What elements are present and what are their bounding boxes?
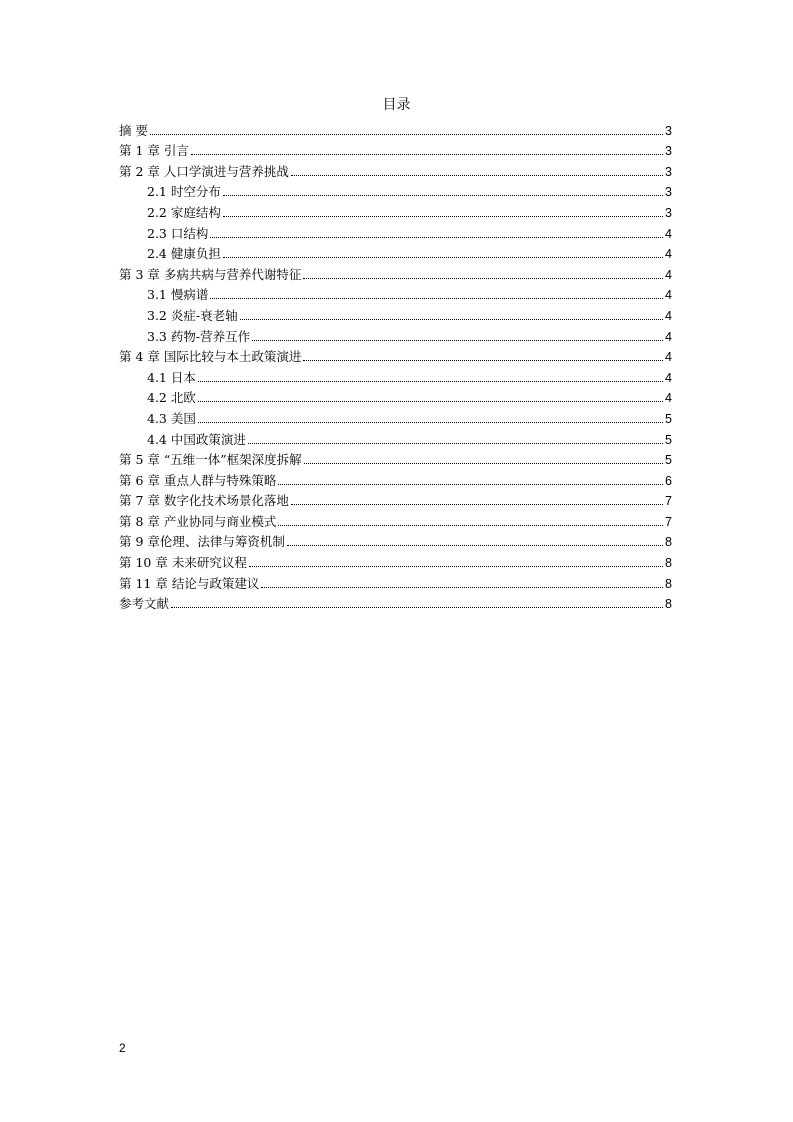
toc-dot-leader (291, 174, 663, 176)
toc-entry[interactable] (119, 386, 672, 407)
toc-entry-page: 4 (665, 288, 672, 303)
toc-entry-page: 3 (665, 185, 672, 200)
toc-entry[interactable] (119, 159, 672, 180)
toc-dot-leader (278, 524, 663, 526)
toc-entry-page: 8 (665, 597, 672, 612)
toc-entry-page: 8 (665, 535, 672, 550)
toc-entry-label: 2.2 家庭结构 (147, 204, 221, 220)
toc-entry[interactable] (119, 550, 672, 571)
toc-entry-label: 第 5 章 “五维一体”框架深度拆解 (119, 452, 302, 468)
toc-dot-leader (210, 297, 663, 299)
toc-dot-leader (287, 544, 663, 546)
toc-dot-leader (198, 380, 663, 382)
toc-entry-label: 4.1 日本 (147, 369, 196, 385)
toc-entry-label: 第 1 章 引言 (119, 143, 189, 159)
toc-entry[interactable] (119, 303, 672, 324)
toc-entry-label: 3.2 炎症-衰老轴 (147, 307, 238, 323)
toc-entry-label: 参考文献 (119, 596, 170, 612)
toc-dot-leader (248, 442, 663, 444)
toc-entry-label: 4.2 北欧 (147, 390, 196, 406)
toc-entry-page: 4 (665, 329, 672, 344)
toc-entry-label: 3.3 药物-营养互作 (147, 328, 251, 344)
toc-dot-leader (210, 236, 663, 238)
toc-dot-leader (223, 215, 663, 217)
toc-dot-leader (223, 194, 663, 196)
toc-entry[interactable] (119, 406, 672, 427)
toc-dot-leader (261, 586, 663, 588)
toc-entry[interactable] (119, 592, 672, 613)
toc-entry-page: 4 (665, 350, 672, 365)
toc-entry-page: 3 (665, 164, 672, 179)
toc-dot-leader (240, 318, 663, 320)
toc-entry-label: 第 11 章 结论与政策建议 (119, 575, 260, 591)
toc-dot-leader (223, 256, 663, 258)
toc-dot-leader (198, 421, 663, 423)
toc-entry[interactable] (119, 571, 672, 592)
toc-dot-leader (303, 359, 663, 361)
toc-entry[interactable] (119, 530, 672, 551)
toc-entry-label: 第 10 章 未来研究议程 (119, 555, 247, 571)
toc-entry[interactable] (119, 262, 672, 283)
toc-entry-page: 3 (665, 205, 672, 220)
toc-entry-page: 3 (665, 144, 672, 159)
toc-entry-label: 2.1 时空分布 (147, 184, 221, 200)
toc-entry-page: 4 (665, 267, 672, 282)
toc-entry-page: 4 (665, 391, 672, 406)
toc-dot-leader (303, 277, 663, 279)
toc-entry[interactable] (119, 489, 672, 510)
toc-entry[interactable] (119, 283, 672, 304)
toc-entry-page: 5 (665, 432, 672, 447)
toc-dot-leader (278, 483, 663, 485)
toc-entry-page: 5 (665, 411, 672, 426)
toc-entry-page: 3 (665, 123, 672, 138)
toc-entry-page: 5 (665, 453, 672, 468)
toc-entry[interactable] (119, 448, 672, 469)
toc-entry-page: 6 (665, 473, 672, 488)
toc-dot-leader (291, 503, 663, 505)
toc-dot-leader (171, 606, 663, 608)
toc-entry-label: 3.1 慢病谱 (147, 287, 209, 303)
toc-entry[interactable] (119, 345, 672, 366)
toc-title: 目录 (382, 97, 411, 113)
toc-entry-page: 7 (665, 514, 672, 529)
toc-entry-page: 4 (665, 308, 672, 323)
toc-entry-page: 8 (665, 576, 672, 591)
toc-entry[interactable] (119, 365, 672, 386)
toc-entry[interactable] (119, 221, 672, 242)
table-of-contents (119, 118, 672, 612)
toc-entry-page: 7 (665, 494, 672, 509)
toc-entry-label: 4.4 中国政策演进 (147, 431, 246, 447)
toc-entry-label: 4.3 美国 (147, 410, 196, 426)
toc-entry[interactable] (119, 200, 672, 221)
toc-entry[interactable] (119, 324, 672, 345)
toc-entry[interactable] (119, 427, 672, 448)
toc-dot-leader (191, 153, 663, 155)
toc-entry-label: 2.4 健康负担 (147, 246, 221, 262)
toc-entry[interactable] (119, 468, 672, 489)
toc-dot-leader (198, 400, 663, 402)
toc-entry-page: 8 (665, 556, 672, 571)
toc-entry-page: 4 (665, 226, 672, 241)
toc-entry[interactable] (119, 242, 672, 263)
toc-entry[interactable] (119, 118, 672, 139)
toc-entry-label: 摘 要 (119, 122, 148, 138)
toc-dot-leader (252, 339, 663, 341)
toc-entry-page: 4 (665, 247, 672, 262)
toc-entry-label: 第 4 章 国际比较与本土政策演进 (119, 349, 302, 365)
toc-entry-label: 第 6 章 重点人群与特殊策略 (119, 472, 277, 488)
toc-entry-label: 第 2 章 人口学演进与营养挑战 (119, 163, 289, 179)
toc-entry-label: 2.3 口结构 (147, 225, 209, 241)
toc-entry-label: 第 3 章 多病共病与营养代谢特征 (119, 266, 302, 282)
toc-dot-leader (249, 565, 663, 567)
toc-entry-label: 第 7 章 数字化技术场景化落地 (119, 493, 289, 509)
page-number: 2 (119, 1041, 126, 1055)
toc-entry-label: 第 8 章 产业协同与商业模式 (119, 513, 277, 529)
toc-dot-leader (304, 462, 663, 464)
toc-dot-leader (150, 133, 663, 135)
toc-entry-page: 4 (665, 370, 672, 385)
toc-entry-label: 第 9 章伦理、法律与筹资机制 (119, 534, 285, 550)
toc-entry[interactable] (119, 180, 672, 201)
toc-entry[interactable] (119, 139, 672, 160)
toc-entry[interactable] (119, 509, 672, 530)
